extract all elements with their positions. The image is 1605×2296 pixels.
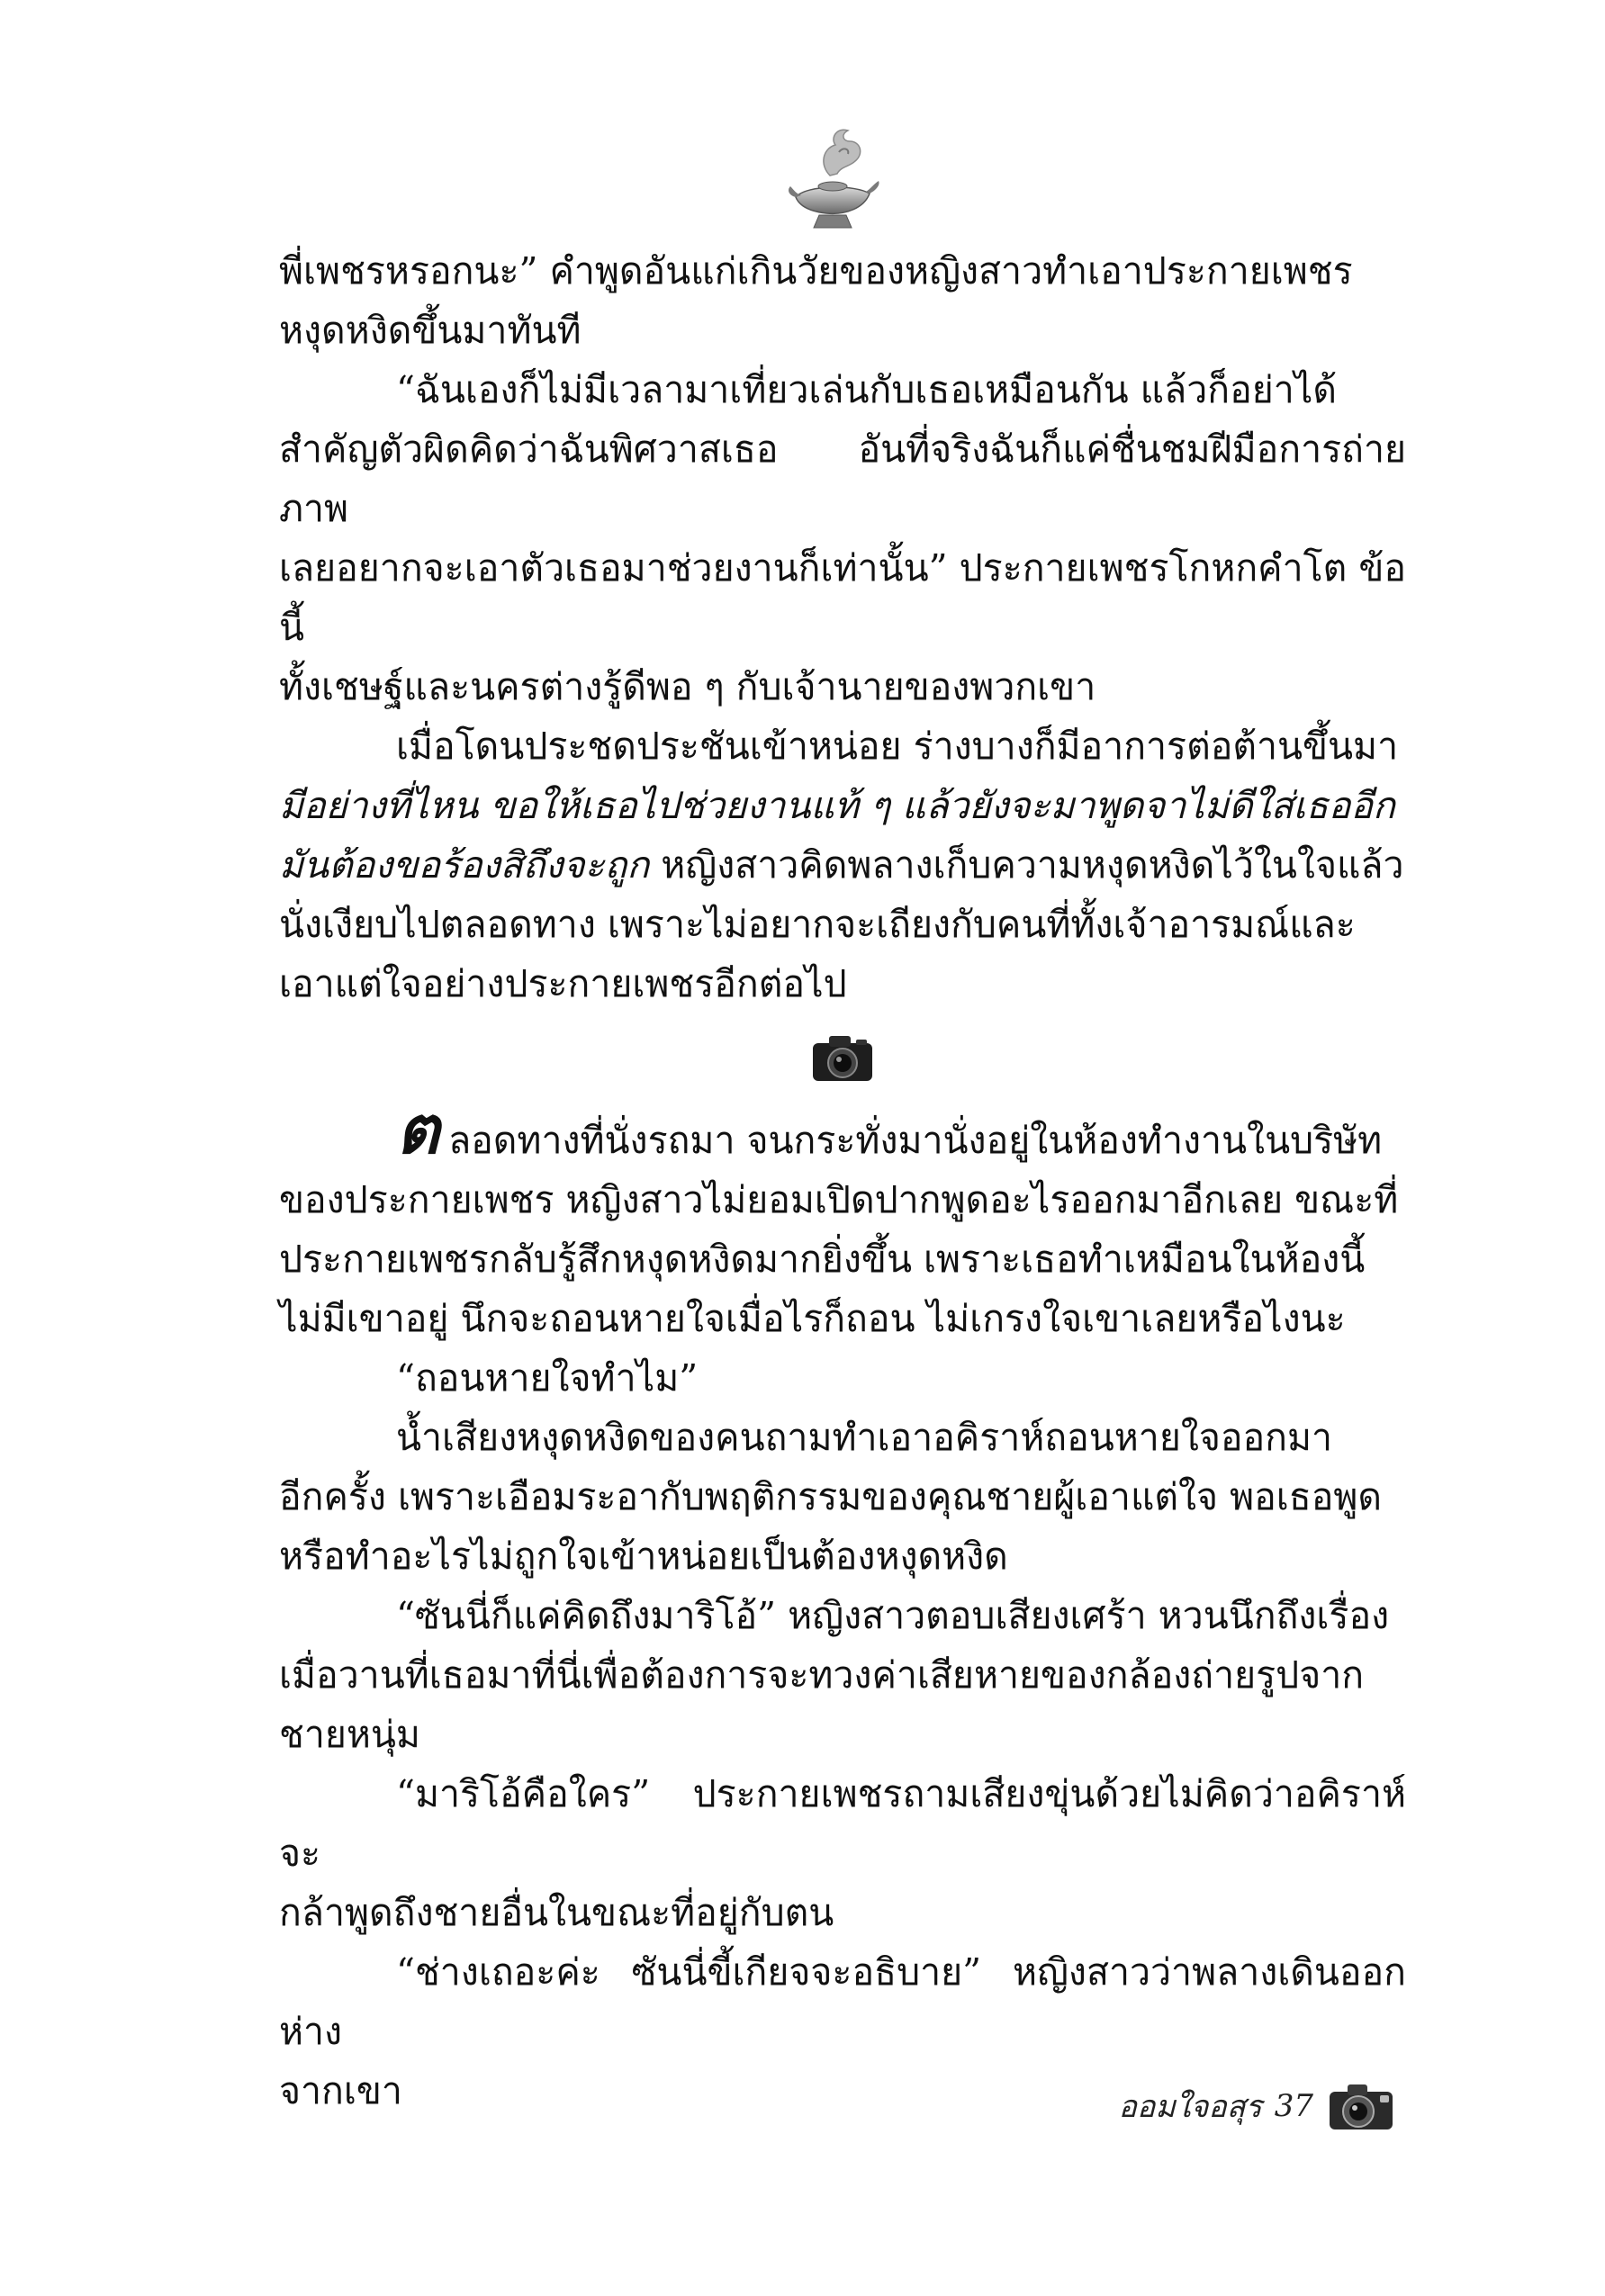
paragraph [279, 241, 1406, 360]
section-divider [279, 1013, 1406, 1103]
text-line: เมื่อวานที่เธอมาที่นี่เพื่อต้องการจะทวงค่าเสียหายของกล้องถ่ายรูปจาก [279, 1653, 1365, 1697]
text-line: “ช่างเถอะค่ะ ซันนี่ขี้เกียจจะอธิบาย” หญิงสาวว่าพลางเดินออกห่าง [279, 1950, 1406, 2053]
page-footer [1119, 2077, 1398, 2135]
body-text [279, 241, 1406, 2120]
text-fragment: ลอดทางที่นั่งรถมา จนกระทั่งมานั่งอยู่ในห้องทำงานในบริษัท [448, 1119, 1383, 1162]
text-line: “ฉันเองก็ไม่มีเวลามาเที่ยวเล่นกับเธอเหมือนกัน แล้วก็อย่าได้ [396, 368, 1337, 411]
text-line: “ซันนี่ก็แค่คิดถึงมาริโอ้” หญิงสาวตอบเสียงเศร้า หวนนึกถึงเรื่อง [396, 1594, 1390, 1637]
camera-icon [809, 1031, 876, 1086]
paragraph-continuation [279, 1170, 1406, 1348]
text-line: เอาแต่ใจอย่างประกายเพชรอีกต่อไป [279, 962, 847, 1005]
text-line: กล้าพูดถึงชายอื่นในขณะที่อยู่กับตน [279, 1891, 834, 1934]
text-line: อีกครั้ง เพราะเอือมระอากับพฤติกรรมของคุณชายผู้เอาแต่ใจ พอเธอพูด [279, 1475, 1383, 1518]
paragraph [279, 360, 1406, 419]
text-line: “มาริโอ้คือใคร” ประกายเพชรถามเสียงขุ่นด้วยไม่คิดว่าอคิราห์จะ [279, 1772, 1406, 1875]
italic-text-line: มีอย่างที่ไหน ขอให้เธอไปช่วยงานแท้ ๆ แล้วยังจะมาพูดจาไม่ดีใส่เธออีก [279, 784, 1395, 827]
genie-lamp-icon [783, 122, 882, 239]
paragraph [279, 1586, 1406, 1645]
text-line: จากเขา [279, 2069, 402, 2112]
text-line: สำคัญตัวผิดคิดว่าฉันพิศวาสเธอ อันที่จริงฉันก็แค่ชื่นชมฝีมือการถ่ายภาพ [279, 428, 1406, 530]
page-number: 37 [1274, 2088, 1313, 2124]
text-line: เลยอยากจะเอาตัวเธอมาช่วยงานก็เท่านั้น” ประกายเพชรโกหกคำโต ข้อนี้ [279, 546, 1406, 649]
text-line: ทั้งเชษฐ์และนครต่างรู้ดีพอ ๆ กับเจ้านายของพวกเขา [279, 665, 1096, 708]
text-line: ประกายเพชรกลับรู้สึกหงุดหงิดมากยิ่งขึ้น เพราะเธอทำเหมือนในห้องนี้ [279, 1238, 1366, 1281]
text-line: ของประกายเพชร หญิงสาวไม่ยอมเปิดปากพูดอะไรออกมาอีกเลย ขณะที่ [279, 1178, 1399, 1221]
paragraph [279, 1092, 1406, 1170]
text-line: เมื่อโดนประชดประชันเข้าหน่อย ร่างบางก็มีอาการต่อต้านขึ้นมา [396, 725, 1399, 768]
text-line: พี่เพชรหรอกนะ” คำพูดอันแก่เกินวัยของหญิงสาวทำเอาประกายเพชร [279, 249, 1353, 293]
paragraph [279, 1348, 1406, 1408]
paragraph [279, 716, 1406, 776]
paragraph-continuation [279, 1467, 1406, 1586]
paragraph [279, 1408, 1406, 1467]
paragraph-continuation [279, 776, 1406, 1013]
text-line: นั่งเงียบไปตลอดทาง เพราะไม่อยากจะเถียงกับคนที่ทั้งเจ้าอารมณ์และ [279, 903, 1356, 946]
text-line: ไม่มีเขาอยู่ นึกจะถอนหายใจเมื่อไรก็ถอน ไม่เกรงใจเขาเลยหรือไงนะ [279, 1297, 1346, 1340]
text-line: หรือทำอะไรไม่ถูกใจเข้าหน่อยเป็นต้องหงุดหงิด [279, 1535, 1008, 1578]
text-line: น้ำเสียงหงุดหงิดของคนถามทำเอาอคิราห์ถอนหายใจออกมา [396, 1416, 1333, 1459]
paragraph-continuation [279, 419, 1406, 716]
text-line: “ถอนหายใจทำไม” [396, 1356, 699, 1400]
paragraph [279, 1942, 1406, 2061]
text-line: ชายหนุ่ม [279, 1713, 420, 1756]
text-line: หงุดหงิดขึ้นมาทันที [279, 309, 582, 352]
book-title: ออมใจอสุร [1118, 2089, 1262, 2125]
camera-icon [1326, 2077, 1398, 2135]
paragraph [279, 1764, 1406, 1883]
paragraph-continuation [279, 1645, 1406, 1764]
paragraph-continuation [279, 1883, 1406, 1942]
text-fragment: หญิงสาวคิดพลางเก็บความหงุดหงิดไว้ในใจแล้ว [649, 843, 1404, 887]
italic-text: มันต้องขอร้องสิถึงจะถูก [279, 843, 650, 887]
drop-cap: ต [396, 1092, 440, 1169]
